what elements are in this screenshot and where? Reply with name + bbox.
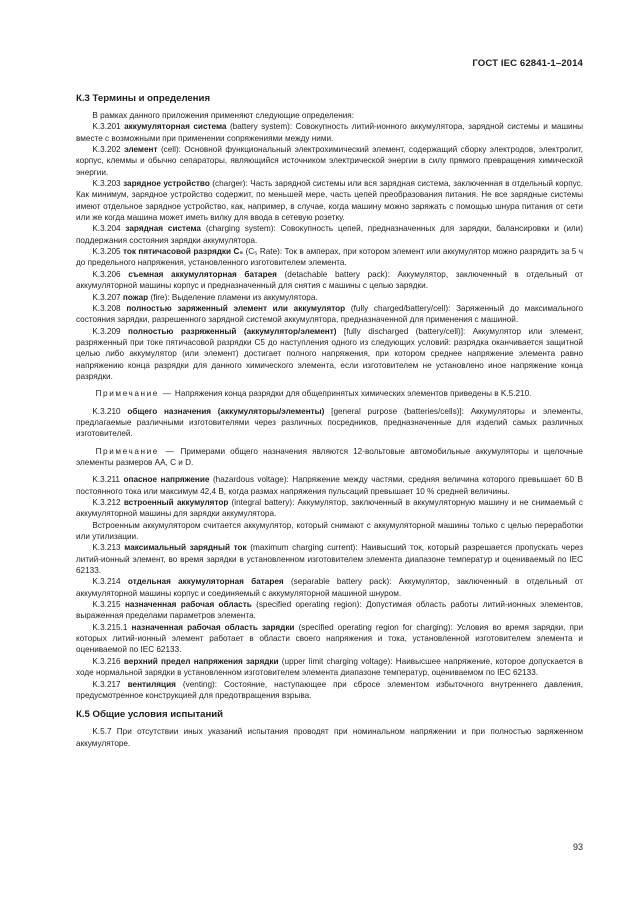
definition-k3202 xyxy=(76,144,583,178)
definition-k3205 xyxy=(76,246,583,269)
definition-term: зарядное устройство xyxy=(123,179,210,189)
note-text: Напряжения конца разрядки для общепринятых химических элементов приведены в K.5.210. xyxy=(174,389,532,399)
definition-k3203 xyxy=(76,178,583,223)
definition-k3217 xyxy=(76,679,583,702)
definition-term: полностью разряженный (аккумулятор/элемент) xyxy=(128,326,337,336)
definition-text: (venting): Состояние, наступающее при сбросе элементом избыточного внутреннего давления, предусмотренное конструкцией для предотвращения взрыва. xyxy=(76,679,583,700)
definition-term: полностью заряженный элемент или аккумулятор xyxy=(126,303,346,313)
definition-k3209 xyxy=(76,326,583,383)
page-content xyxy=(76,92,583,749)
definition-text: (specified operating region): Допустимая область работы литий-ионных элементов, выраженная пределами параметров элемента. xyxy=(76,600,584,621)
definition-k3207 xyxy=(76,292,583,303)
definition-text: (integral battery): Аккумулятор, заключенный в аккумуляторную машину и не снимаемый с аккумуляторной машины для зарядки аккумулятора. xyxy=(76,498,583,519)
definition-number: K.3.214 xyxy=(76,577,121,587)
definition-text: [general purpose (batteries/cells)]: Аккумуляторы и элементы, предлагаемые различными изготовителями через различных посредников, предназначенные для изделий самых различных изготовителей. xyxy=(76,406,583,439)
note-label: Примечание — xyxy=(76,389,173,399)
definition-text: (maximum charging current): Наивысший ток, который разрешается пропускать через литий-ионный элемент, во время зарядки в установленном изготовителем элемента диапазоне температур и оцениваемый по IEC 62133. xyxy=(76,543,584,576)
note-2 xyxy=(76,446,583,469)
definition-text: (detachable battery pack): Аккумулятор, заключенный в отдельный от аккумуляторной машины корпус и предназначенный для снятия с машины с целью зарядки. xyxy=(76,269,584,291)
definition-number: K.3.215 xyxy=(76,600,121,610)
definition-k3213 xyxy=(76,542,583,576)
paragraph-text: В рамках данного приложения применяют следующие определения: xyxy=(76,111,355,120)
definition-number: K.3.208 xyxy=(76,303,121,313)
definition-term: элемент xyxy=(124,145,158,155)
document-code-header: ГОСТ IEC 62841-1–2014 xyxy=(472,58,583,69)
definition-k32151 xyxy=(76,622,583,656)
definition-term: назначенная рабочая область xyxy=(124,600,252,610)
definition-number: K.3.209 xyxy=(76,326,121,336)
note-1 xyxy=(76,388,583,399)
definition-text: (C₅ Rate): Ток в амперах, при котором элемент или аккумулятор можно разрядить за 5 ч до предельного напряжения, установленного изготовителем элемента. xyxy=(76,247,584,268)
definition-k3201 xyxy=(76,121,583,144)
definition-number: K.3.212 xyxy=(76,498,121,507)
definition-number: K.3.205 xyxy=(76,247,121,257)
note-label: Примечание — xyxy=(76,446,176,456)
definition-text: (upper limit charging voltage): Наивысшее напряжение, которое допускается в ходе нормальной зарядки в установленном изготовителем элемента диапазоне температур, оцениваемом по IEC 62133. xyxy=(76,656,583,678)
definition-term: общего назначения (аккумуляторы/элементы) xyxy=(127,406,325,416)
definition-term: ток пятичасовой разрядки C₅ xyxy=(123,247,244,257)
paragraph-k57 xyxy=(76,726,583,749)
definition-number: K.3.202 xyxy=(76,145,121,155)
definition-number: K.3.207 xyxy=(76,292,121,302)
definition-text: (specified operating region for charging): Условия во время зарядки, при которых литий-ионный элемент работает в области своего напряжения и тока, установленной изготовителем элемента и оцениваемой по IEC 62133. xyxy=(76,622,584,655)
definition-number: K.3.206 xyxy=(76,269,121,279)
definition-number: K.3.213 xyxy=(76,543,121,553)
section-heading-k5: К.5 Общие условия испытаний xyxy=(76,709,224,721)
paragraph-intro xyxy=(76,110,583,121)
definition-number: K.3.215.1 xyxy=(76,622,128,632)
definition-text: (battery system): Совокупность литий-ионного аккумулятора, зарядной системы и машины вместе с возможными при применении сопряжениями между ними. xyxy=(76,122,583,143)
section-heading-k3: К.3 Термины и определения xyxy=(76,93,211,104)
definition-term: опасное напряжение xyxy=(123,475,210,485)
definition-k3211 xyxy=(76,474,583,497)
definition-number: K.3.217 xyxy=(76,679,121,689)
definition-k3212 xyxy=(76,497,583,520)
definition-term: верхний предел напряжения зарядки xyxy=(123,656,279,666)
definition-k3208 xyxy=(76,303,583,326)
definition-text: (cell): Основной функциональный электрохимический элемент, содержащий сборку электродов, электролит, корпус, клеммы и обычно сепараторы, являющийся источником электрической энергии в силу прямого превращения химической энергии. xyxy=(76,145,583,177)
definition-term: встроенный аккумулятор xyxy=(123,498,229,507)
definition-text: (charging system): Совокупность цепей, предназначенных для зарядки, балансировки и (или) поддержания состояния зарядки аккумулятора. xyxy=(76,224,583,245)
definition-term: съемная аккумуляторная батарея xyxy=(128,269,277,279)
definition-k3215 xyxy=(76,599,583,622)
note-text: Примерами общего назначения являются 12-вольтовые автомобильные аккумуляторы и щелочные элементы размеров АА, С и D. xyxy=(76,446,583,467)
definition-term: аккумуляторная система xyxy=(124,122,227,132)
definition-text: (fully charged/battery/cell): Заряженный до максимального состояния зарядки, разрешенного зарядной системой аккумулятора, предназначенной для применения с машиной. xyxy=(76,303,583,325)
definition-term: зарядная система xyxy=(125,224,201,234)
definition-term: вентиляция xyxy=(127,679,176,689)
definition-term: пожар xyxy=(122,292,149,302)
definition-number: K.3.201 xyxy=(76,122,121,132)
definition-text: [fully discharged (battery/cell)]: Аккумулятор или элемент, разряженный при токе пятичасовой разрядки C5 до наступления одного из следующих условий: разрядка оканчивается защитной целью либо аккумулятор (или элемент) достигает полного напряжения, при котором среднее напряжение элемента равно напряжению конца разрядки для данного химического элемента, если изготовителем не установлено иное напряжение конца разрядки. xyxy=(76,326,583,381)
definition-term: отдельная аккумуляторная батарея xyxy=(127,577,284,587)
definition-k3210 xyxy=(76,406,583,440)
definition-k3204 xyxy=(76,223,583,246)
definition-text: (charger): Часть зарядной системы или вся зарядная система, заключенная в отдельный корпус. Как минимум, зарядное устройство содержит, по меньшей мере, часть цепей преобразования питания. Не все зарядные системы имеют отдельное зарядное устройство, как, например, в случае, когда машину можно заряжать с помощью шнура питания от сети или же когда машина может иметь вилку для ввода в сетевую розетку. xyxy=(76,179,583,223)
definition-k3216 xyxy=(76,656,583,679)
definition-number: K.3.204 xyxy=(76,224,121,234)
definition-k3214 xyxy=(76,576,583,599)
definition-k3206 xyxy=(76,269,583,292)
paragraph-text: Встроенным аккумулятором считается аккумулятор, который снимают с аккумуляторной машины только с целью переработки или утилизации. xyxy=(76,520,583,542)
definition-term: назначенная рабочая область зарядки xyxy=(131,622,295,632)
definition-text: (hazardous voltage): Напряжение между частями, средняя величина которого превышает 60 В постоянного тока или максимум 42,4 В, когда размах напряжения пульсаций превышает 10 % средней величины. xyxy=(76,475,583,496)
page-number: 93 xyxy=(572,842,583,852)
definition-text: (separable battery pack): Аккумулятор, заключенный в отдельный от аккумуляторной машины корпус и соединяемый с аккумуляторной машиной шнуром. xyxy=(76,577,583,598)
definition-text: (fire): Выделение пламени из аккумулятора. xyxy=(150,292,318,302)
paragraph-text: K.5.7 При отсутствии иных указаний испытания проводят при номинальном напряжении и при полностью заряженном аккумуляторе. xyxy=(76,727,583,748)
definition-term: максимальный зарядный ток xyxy=(124,543,247,553)
paragraph-k3212-extra xyxy=(76,520,583,543)
definition-number: K.3.203 xyxy=(76,179,121,189)
definition-number: K.3.210 xyxy=(76,406,121,416)
definition-number: K.3.211 xyxy=(76,475,120,485)
definition-number: K.3.216 xyxy=(76,656,121,666)
